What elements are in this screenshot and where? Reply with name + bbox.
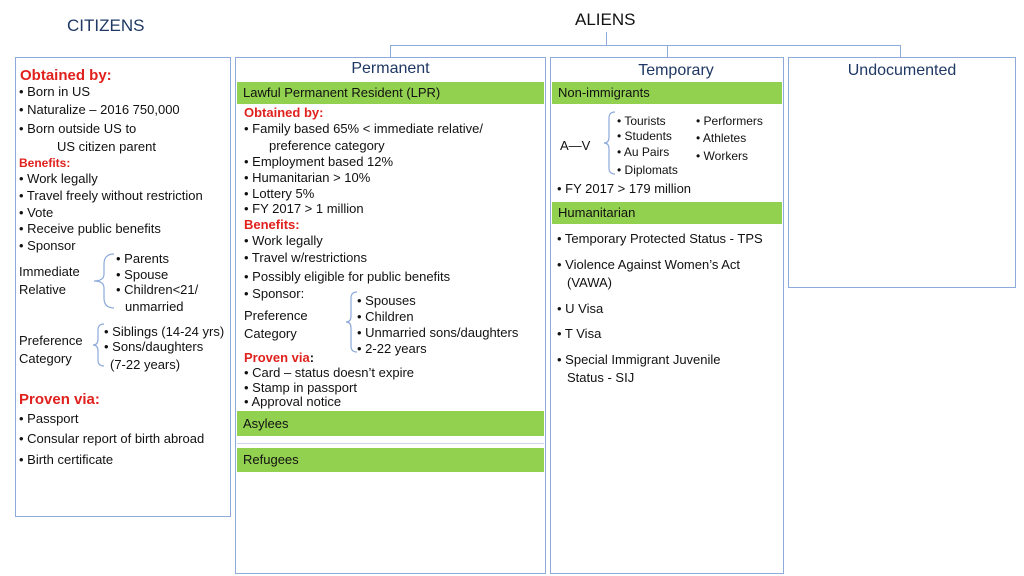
permanent-obtained-title: Obtained by:: [244, 105, 324, 120]
citizens-preference-label: Preference: [19, 333, 83, 348]
citizens-benefit-item: • Work legally: [19, 171, 98, 186]
permanent-obtained-item: • Family based 65% < immediate relative/: [244, 121, 484, 136]
permanent-benefit-item: • Sponsor:: [244, 286, 305, 301]
visa-type-item: • Performers: [696, 114, 763, 128]
citizens-preference-label: Category: [19, 351, 72, 366]
sponsor-item: • 2-22 years: [357, 341, 427, 356]
citizens-proven-item: • Passport: [19, 411, 79, 426]
citizens-obtained-title: Obtained by:: [20, 67, 112, 84]
citizens-obtained-item: US citizen parent: [57, 139, 156, 154]
immediate-bracket: [92, 252, 116, 310]
immediate-item: • Spouse: [116, 267, 169, 282]
permanent-proven-colon: :: [309, 350, 315, 365]
permanent-benefit-item: • Possibly eligible for public benefits: [244, 269, 451, 284]
permanent-obtained-item: • Employment based 12%: [244, 154, 394, 169]
sponsor-item: • Children: [357, 309, 414, 324]
temporary-title: Temporary: [638, 62, 714, 79]
citizens-benefit-item: • Sponsor: [19, 238, 76, 253]
preference-item: (7-22 years): [110, 357, 181, 372]
humanitarian-item: Status - SIJ: [567, 370, 635, 385]
permanent-proven-title-row: [244, 350, 314, 366]
preference-item: • Siblings (14-24 yrs): [104, 324, 225, 339]
refugees-bar: Refugees: [237, 448, 544, 472]
immediate-item: • Children<21/: [116, 282, 199, 297]
asylees-bar: Asylees: [237, 411, 544, 436]
humanitarian-item: • U Visa: [557, 301, 604, 316]
visa-type-item: • Workers: [696, 149, 748, 163]
permanent-preference-label: Preference: [244, 308, 308, 323]
visa-type-item: • Tourists: [617, 114, 666, 128]
immediate-item: • Parents: [116, 251, 169, 266]
citizens-header: CITIZENS: [67, 16, 145, 35]
undocumented-title: Undocumented: [847, 62, 957, 79]
humanitarian-bar: Humanitarian: [552, 202, 782, 224]
permanent-obtained-item: • Humanitarian > 10%: [244, 170, 371, 185]
citizens-benefit-item: • Receive public benefits: [19, 221, 161, 236]
connector-permanent: [390, 45, 391, 57]
visa-type-item: • Students: [617, 129, 672, 143]
undocumented-box: [788, 57, 1016, 288]
citizens-obtained-item: • Born in US: [19, 84, 91, 99]
citizens-obtained-item: • Naturalize – 2016 750,000: [19, 102, 180, 117]
permanent-proven-item: • Approval notice: [244, 394, 342, 409]
temporary-fy-line: • FY 2017 > 179 million: [557, 181, 692, 196]
visa-type-item: • Au Pairs: [617, 145, 670, 159]
humanitarian-item: (VAWA): [567, 275, 613, 290]
permanent-obtained-item: preference category: [269, 138, 385, 153]
humanitarian-item: • Special Immigrant Juvenile: [557, 352, 721, 367]
nonimmigrants-bar: Non-immigrants: [552, 82, 782, 104]
aliens-header: ALIENS: [575, 10, 636, 29]
visa-type-item: • Diplomats: [617, 163, 678, 177]
preference-item: • Sons/daughters: [104, 339, 204, 354]
humanitarian-item: • T Visa: [557, 326, 602, 341]
sponsor-item: • Spouses: [357, 293, 416, 308]
permanent-divider: [237, 443, 544, 444]
permanent-title: Permanent: [351, 60, 430, 77]
humanitarian-item: • Temporary Protected Status - TPS: [557, 231, 763, 246]
aliens-connector-bar: [390, 45, 901, 46]
connector-undocumented: [900, 45, 901, 57]
lpr-bar: Lawful Permanent Resident (LPR): [237, 82, 544, 104]
aliens-connector-stem: [606, 32, 607, 45]
permanent-benefit-item: • Travel w/restrictions: [244, 250, 368, 265]
permanent-proven-title: Proven via: [244, 350, 310, 365]
citizens-proven-item: • Birth certificate: [19, 452, 114, 467]
immediate-item: unmarried: [125, 299, 184, 314]
citizens-benefits-title: Benefits:: [19, 156, 71, 170]
citizens-obtained-item: • Born outside US to: [19, 121, 137, 136]
citizens-benefit-item: • Vote: [19, 205, 54, 220]
humanitarian-item: • Violence Against Women’s Act: [557, 257, 741, 272]
citizens-proven-title: Proven via:: [19, 391, 100, 408]
av-bracket: [603, 110, 617, 176]
citizens-proven-item: • Consular report of birth abroad: [19, 431, 205, 446]
permanent-obtained-item: • FY 2017 > 1 million: [244, 201, 364, 216]
permanent-proven-item: • Card – status doesn’t expire: [244, 365, 415, 380]
permanent-proven-item: • Stamp in passport: [244, 380, 357, 395]
permanent-benefit-item: • Work legally: [244, 233, 323, 248]
citizens-immediate-label: Relative: [19, 282, 66, 297]
citizens-immediate-label: Immediate: [19, 264, 80, 279]
permanent-preference-label: Category: [244, 326, 297, 341]
permanent-benefits-title: Benefits:: [244, 217, 300, 232]
visa-type-item: • Athletes: [696, 131, 747, 145]
citizens-benefit-item: • Travel freely without restriction: [19, 188, 203, 203]
av-label: A—V: [560, 138, 591, 153]
sponsor-item: • Unmarried sons/daughters: [357, 325, 519, 340]
connector-temporary: [667, 45, 668, 57]
permanent-obtained-item: • Lottery 5%: [244, 186, 315, 201]
